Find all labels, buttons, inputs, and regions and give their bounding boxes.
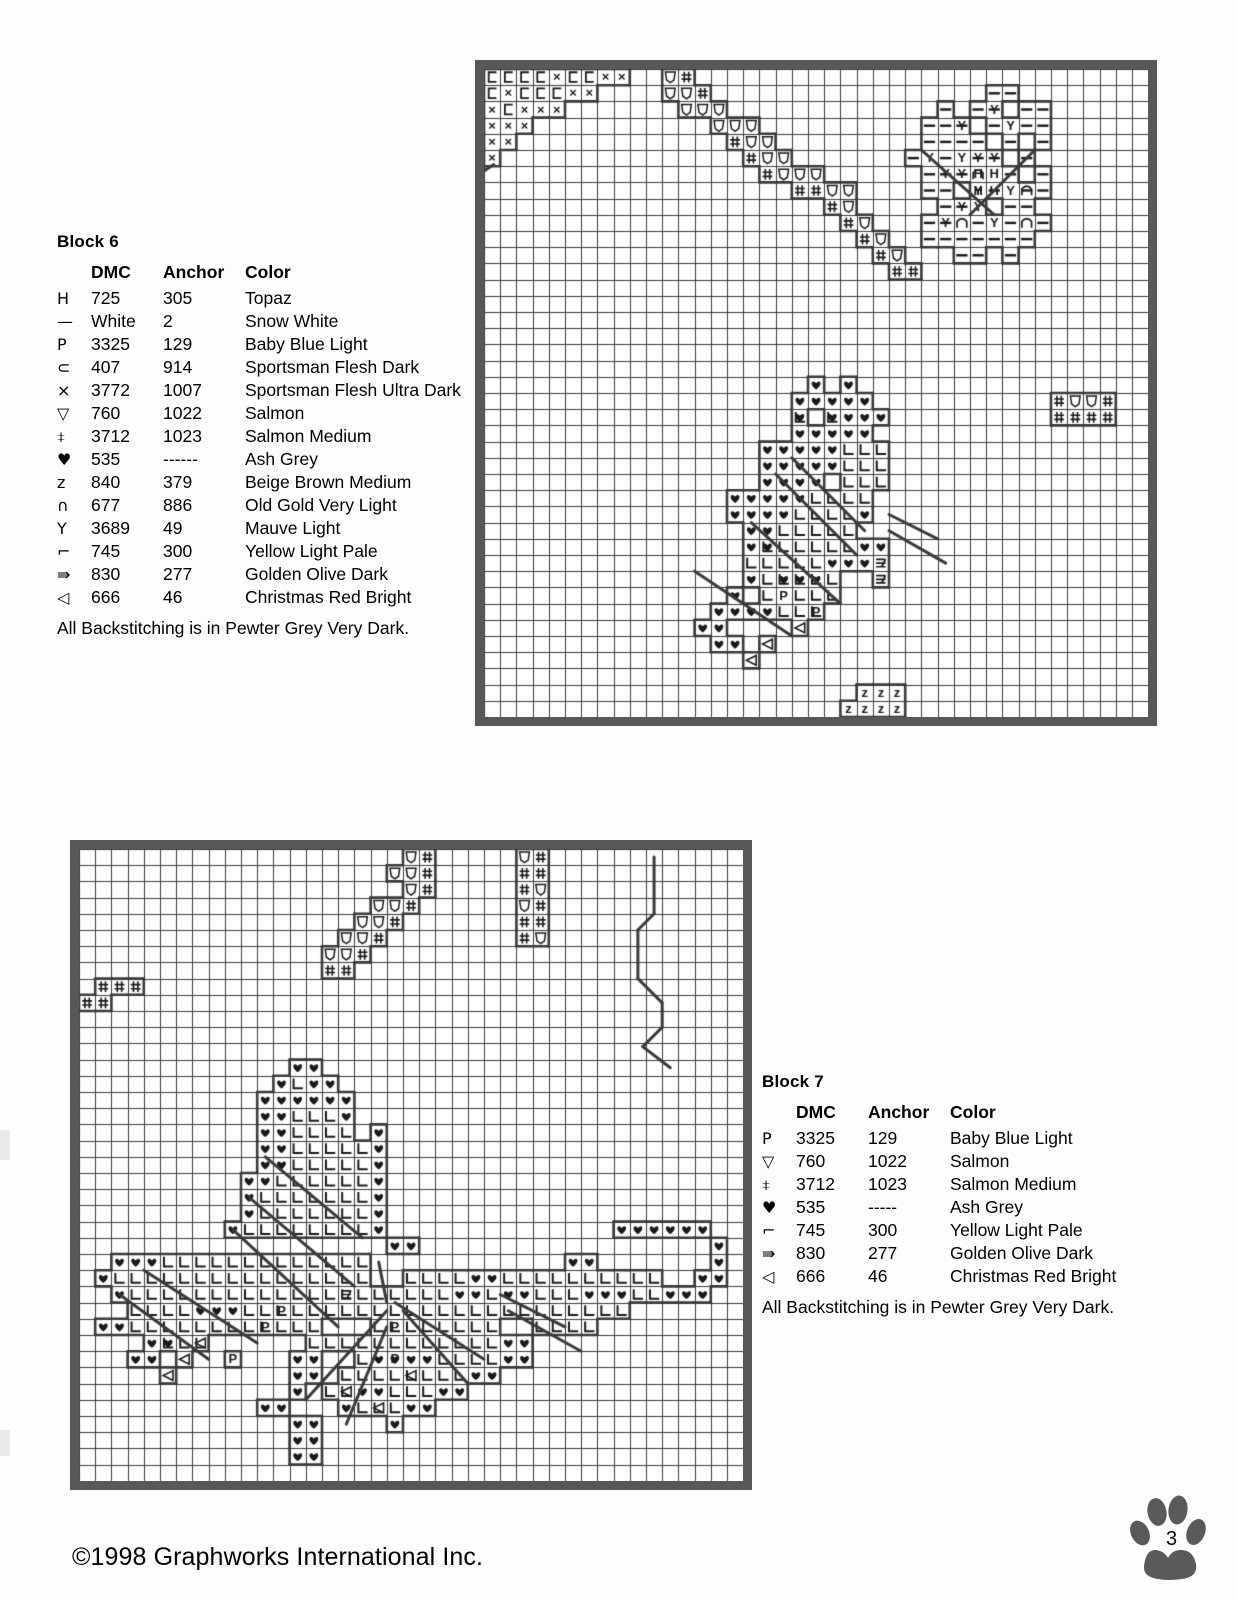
legend-anchor: 914 [163, 357, 193, 377]
block7-backstitch-note: All Backstitching is in Pewter Grey Very Dark. [762, 1297, 1115, 1317]
legend-dmc: 666 [796, 1266, 826, 1286]
legend-symbol: P [57, 335, 67, 354]
legend-color-name: Golden Olive Dark [245, 564, 388, 584]
legend-color-name: Salmon [245, 403, 305, 423]
legend-symbol: ⇛ [57, 565, 71, 584]
legend-dmc: 745 [796, 1220, 826, 1240]
legend-anchor: 277 [163, 564, 193, 584]
legend-row [57, 517, 461, 540]
legend-anchor: ----- [868, 1197, 898, 1217]
legend-color-name: Salmon [950, 1151, 1010, 1171]
legend-symbol: ⧧ [762, 1175, 771, 1194]
legend-anchor: 277 [868, 1243, 898, 1263]
legend-anchor: 300 [868, 1220, 898, 1240]
legend-row [57, 425, 461, 448]
table-header-row [762, 1101, 1116, 1127]
legend-symbol: × [57, 381, 71, 400]
legend-anchor: 46 [163, 587, 183, 607]
legend-symbol: ⧧ [57, 427, 66, 446]
legend-row [57, 494, 461, 517]
legend-row [762, 1265, 1116, 1288]
legend-symbol: ◁ [762, 1267, 775, 1286]
legend-anchor: 2 [163, 311, 173, 331]
header-symbol [762, 1101, 796, 1127]
block7-legend [762, 1072, 1116, 1318]
legend-anchor: 1007 [163, 380, 202, 400]
block6-title: Block 6 [57, 232, 119, 251]
legend-dmc: 535 [796, 1197, 826, 1217]
block7-table-body [762, 1101, 1116, 1288]
legend-row [57, 287, 461, 310]
header-symbol [57, 261, 91, 287]
legend-color-name: Beige Brown Medium [245, 472, 412, 492]
legend-row [57, 310, 461, 333]
legend-color-name: Snow White [245, 311, 339, 331]
header-dmc: DMC [796, 1102, 836, 1122]
legend-anchor: 379 [163, 472, 193, 492]
legend-anchor: 129 [868, 1128, 898, 1148]
legend-row [762, 1219, 1116, 1242]
block6-legend [57, 232, 461, 639]
table-header-row [57, 261, 461, 287]
header-dmc: DMC [91, 262, 131, 282]
legend-color-name: Yellow Light Pale [950, 1220, 1083, 1240]
legend-color-name: Topaz [245, 288, 292, 308]
legend-anchor: ------ [163, 449, 198, 469]
legend-color-name: Baby Blue Light [950, 1128, 1073, 1148]
legend-symbol: ▽ [762, 1152, 775, 1171]
legend-symbol: ♥ [762, 1198, 777, 1217]
block6-color-table [57, 261, 461, 609]
legend-dmc: 830 [796, 1243, 826, 1263]
legend-dmc: 3325 [796, 1128, 835, 1148]
legend-row [57, 379, 461, 402]
block6-chart-frame [475, 60, 1157, 726]
copyright-notice: ©1998 Graphworks International Inc. [72, 1543, 484, 1571]
legend-dmc: 830 [91, 564, 121, 584]
legend-color-name: Old Gold Very Light [245, 495, 397, 515]
legend-dmc: 745 [91, 541, 121, 561]
block7-chart-frame [70, 840, 752, 1490]
legend-row [762, 1173, 1116, 1196]
legend-dmc: 3772 [91, 380, 130, 400]
legend-color-name: Salmon Medium [245, 426, 372, 446]
legend-row [762, 1196, 1116, 1219]
legend-anchor: 300 [163, 541, 193, 561]
block7-title: Block 7 [762, 1072, 824, 1091]
legend-symbol: ⌐ [762, 1221, 776, 1240]
legend-row [57, 333, 461, 356]
legend-row [57, 471, 461, 494]
legend-anchor: 1022 [868, 1151, 907, 1171]
legend-color-name: Ash Grey [950, 1197, 1023, 1217]
legend-dmc: White [91, 311, 136, 331]
legend-color-name: Salmon Medium [950, 1174, 1077, 1194]
legend-dmc: 760 [796, 1151, 826, 1171]
legend-color-name: Baby Blue Light [245, 334, 368, 354]
legend-dmc: 3325 [91, 334, 130, 354]
legend-color-name: Sportsman Flesh Dark [245, 357, 420, 377]
legend-color-name: Christmas Red Bright [950, 1266, 1117, 1286]
block7-chart-canvas[interactable] [79, 849, 743, 1481]
legend-symbol: ♥ [57, 450, 72, 469]
legend-anchor: 1023 [163, 426, 202, 446]
legend-dmc: 760 [91, 403, 121, 423]
legend-symbol: H [57, 289, 70, 308]
legend-symbol: P [762, 1129, 772, 1148]
legend-dmc: 725 [91, 288, 121, 308]
legend-row [762, 1242, 1116, 1265]
block6-table-body [57, 261, 461, 609]
legend-anchor: 1022 [163, 403, 202, 423]
legend-dmc: 677 [91, 495, 121, 515]
legend-symbol: ◁ [57, 588, 70, 607]
legend-symbol: Y [57, 519, 67, 538]
scan-binding-mark-bottom [0, 1430, 10, 1456]
legend-row [57, 540, 461, 563]
legend-symbol: ∩ [57, 496, 69, 515]
legend-dmc: 666 [91, 587, 121, 607]
header-color: Color [950, 1102, 996, 1122]
legend-symbol: ⊂ [57, 358, 71, 377]
legend-symbol: ▽ [57, 404, 70, 423]
legend-color-name: Golden Olive Dark [950, 1243, 1093, 1263]
block6-backstitch-note: All Backstitching is in Pewter Grey Very Dark. [57, 618, 410, 638]
header-anchor: Anchor [868, 1102, 930, 1122]
legend-dmc: 840 [91, 472, 121, 492]
legend-dmc: 3712 [91, 426, 130, 446]
legend-anchor: 886 [163, 495, 193, 515]
legend-dmc: 407 [91, 357, 121, 377]
block6-chart-canvas[interactable] [484, 69, 1148, 717]
legend-dmc: 535 [91, 449, 121, 469]
legend-color-name: Yellow Light Pale [245, 541, 378, 561]
legend-anchor: 1023 [868, 1174, 907, 1194]
legend-dmc: 3712 [796, 1174, 835, 1194]
legend-symbol: ⌐ [57, 542, 71, 561]
header-color: Color [245, 262, 291, 282]
legend-color-name: Mauve Light [245, 518, 341, 538]
legend-anchor: 305 [163, 288, 193, 308]
legend-row [57, 402, 461, 425]
block6-chart-grid[interactable] [484, 69, 1148, 717]
legend-row [57, 563, 461, 586]
block7-chart-grid[interactable] [79, 849, 743, 1481]
legend-symbol: z [57, 473, 66, 492]
legend-anchor: 129 [163, 334, 193, 354]
legend-color-name: Christmas Red Bright [245, 587, 412, 607]
legend-row [57, 586, 461, 609]
page-number: 3 [1166, 1528, 1178, 1550]
legend-symbol: ⇛ [762, 1244, 776, 1263]
block7-color-table [762, 1101, 1116, 1288]
legend-row [57, 356, 461, 379]
legend-row [57, 448, 461, 471]
legend-symbol: — [57, 312, 73, 331]
legend-anchor: 46 [868, 1266, 888, 1286]
legend-anchor: 49 [163, 518, 183, 538]
legend-color-name: Sportsman Flesh Ultra Dark [245, 380, 461, 400]
legend-dmc: 3689 [91, 518, 130, 538]
header-anchor: Anchor [163, 262, 225, 282]
legend-row [762, 1150, 1116, 1173]
scan-binding-mark-top [0, 1130, 10, 1160]
legend-row [762, 1127, 1116, 1150]
legend-color-name: Ash Grey [245, 449, 318, 469]
